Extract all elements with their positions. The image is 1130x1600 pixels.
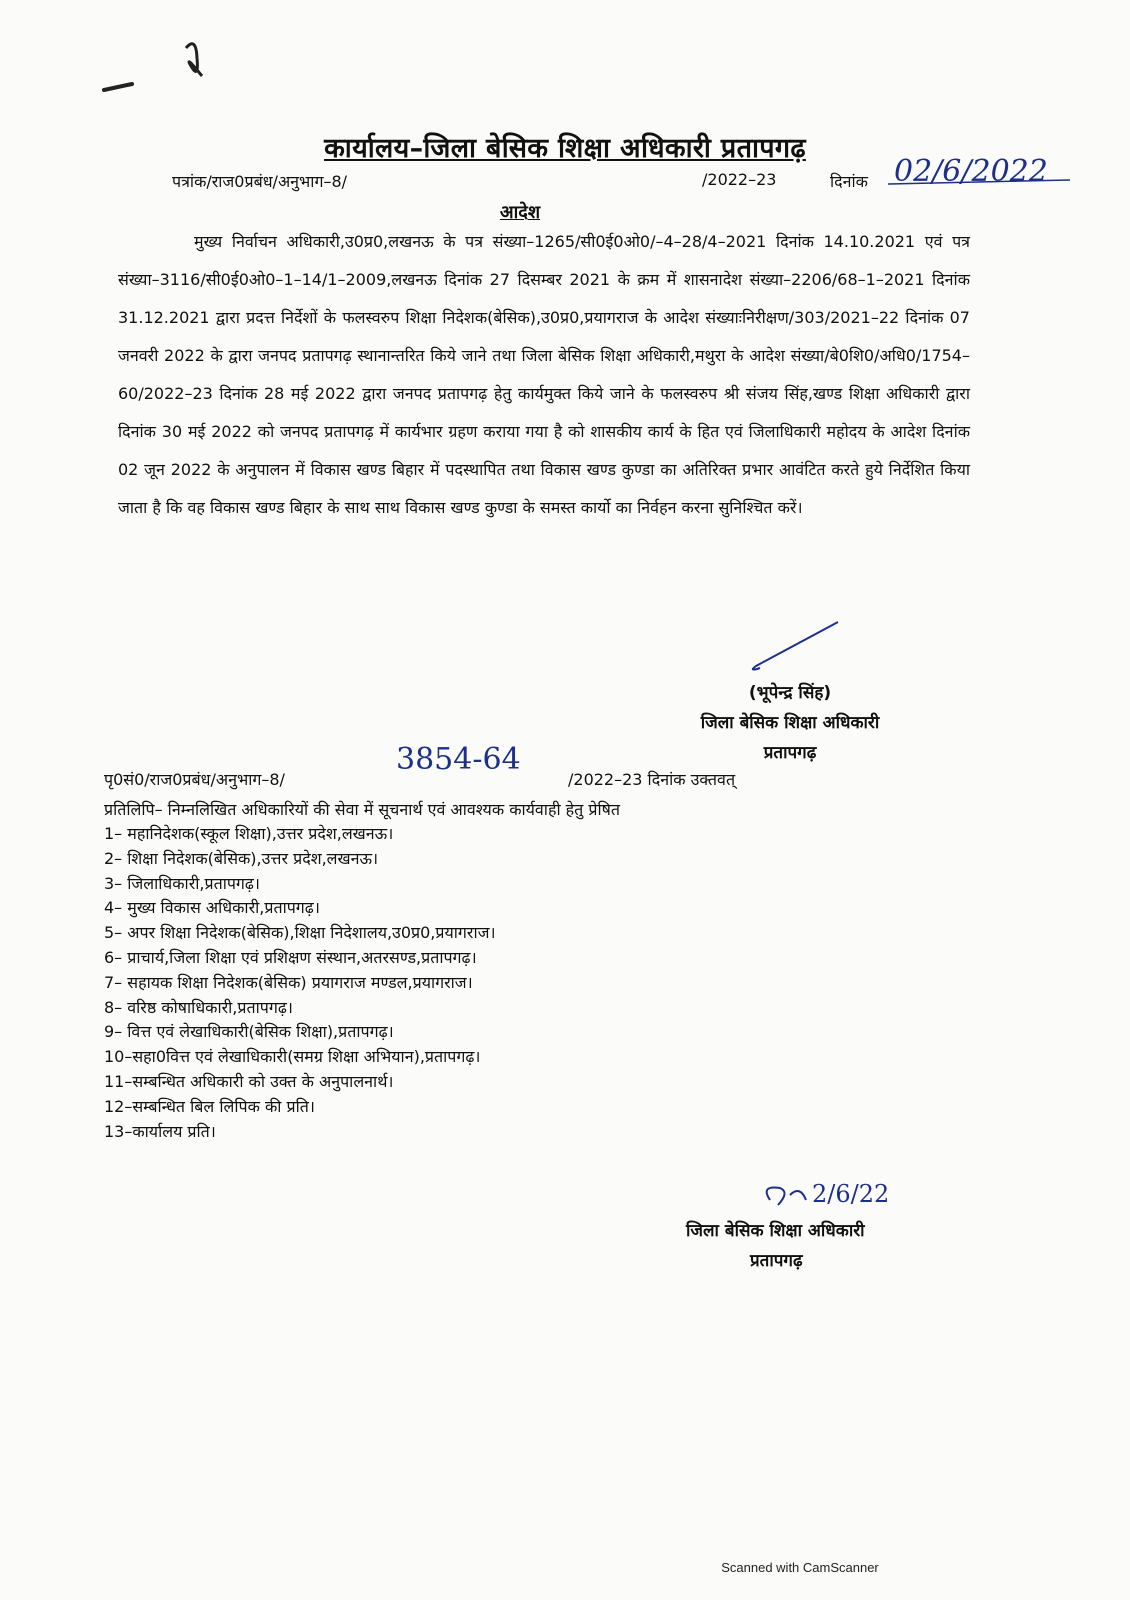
list-item: 9– वित्त एवं लेखाधिकारी(बेसिक शिक्षा),प्रतापगढ़। [104,1022,394,1042]
footer-initial-scribble [767,1188,806,1206]
corner-scribble [186,44,202,76]
dash-mark [104,84,132,90]
list-item: 11–सम्बन्धित अधिकारी को उक्त के अनुपालनार्थ। [104,1071,394,1091]
order-heading: आदेश [499,202,541,223]
copy-intro: प्रतिलिपि– निम्नलिखित अधिकारियों की सेवा में सूचनार्थ एवं आवश्यक कार्यवाही हेतु प्रेषित [104,800,620,819]
list-item: 12–सम्बन्धित बिल लिपिक की प्रति। [104,1096,315,1116]
list-item: 5– अपर शिक्षा निदेशक(बेसिक),शिक्षा निदेशालय,उ0प्र0,प्रयागराज। [104,923,496,943]
signatory-name: (भूपेन्द्र सिंह) [748,683,832,703]
list-item: 1– महानिदेशक(स्कूल शिक्षा),उत्तर प्रदेश,लखनऊ। [104,824,394,843]
footer-handwritten-date: 2/6/22 [812,1180,890,1208]
office-title: कार्यालय–जिला बेसिक शिक्षा अधिकारी प्रतापगढ़ [324,133,806,164]
handwritten-date: 02/6/2022 [894,154,1048,189]
handwritten-dispatch-number: 3854-64 [396,742,521,777]
footer-place: प्रतापगढ़ [750,1251,803,1271]
order-body: मुख्य निर्वाचन अधिकारी,उ0प्र0,लखनऊ के पत्र संख्या–1265/सी0ई0ओ0/–4–28/4–2021 दिनांक 14.10.2021 एवं पत्र संख्या–3116/सी0ई0ओ0–1–14/1–2009,लखनऊ दिनांक 27 दिसम्बर 2021 के क्रम में शासनादेश संख्या–2206/68–1–2021 दिनांक 31.12.2021 द्वारा प्रदत्त निर्देशों के फलस्वरुप शिक्षा निदेशक(बेसिक),उ0प्र0,प्रयागराज के आदेश संख्याःनिरीक्षण/303/2021–22 दिनांक 07 जनवरी 2022 के द्वारा जनपद प्रतापगढ़ स्थानान्तरित किये जाने तथा जिला बेसिक शिक्षा अधिकारी,मथुरा के आदेश संख्या/बे0शि0/अधि0/1754–60/2022–23 दिनांक 28 मई 2022 द्वारा जनपद प्रतापगढ़ हेतु कार्यमुक्त किये जाने के फलस्वरुप श्री संजय सिंह,खण्ड शिक्षा अधिकारी द्वारा दिनांक 30 मई 2022 को जनपद प्रतापगढ़ में कार्यभार ग्रहण कराया गया है को शासकीय कार्य के हित एवं जिलाधिकारी महोदय के आदेश दिनांक 02 जून 2022 के अनुपालन में विकास खण्ड बिहार में पदस्थापित तथा विकास खण्ड कुण्डा का अतिरिक्त प्रभार आवंटित करते हुये निर्देशित किया जाता है कि वह विकास खण्ड बिहार के साथ साथ विकास खण्ड कुण्डा के समस्त कार्यो का निर्वहन करना सुनिश्चित करें। [118,232,970,517]
list-item: 2– शिक्षा निदेशक(बेसिक),उत्तर प्रदेश,लखनऊ। [104,848,379,868]
list-item: 13–कार्यालय प्रति। [104,1121,216,1141]
list-item: 4– मुख्य विकास अधिकारी,प्रतापगढ़। [104,898,320,918]
letter-session: /2022–23 [702,170,777,189]
copy-session-date: /2022–23 दिनांक उक्तवत् [568,770,736,789]
copy-letter-number: पृ0सं0/राज0प्रबंध/अनुभाग–8/ [104,770,285,789]
list-item: 3– जिलाधिकारी,प्रतापगढ़। [104,873,260,893]
date-label: दिनांक [830,172,868,191]
signature-stroke [753,622,838,670]
signatory-place: प्रतापगढ़ [763,743,817,763]
list-item: 8– वरिष्ठ कोषाधिकारी,प्रतापगढ़। [104,997,293,1017]
scanner-watermark: Scanned with CamScanner [721,1560,879,1575]
list-item: 6– प्राचार्य,जिला शिक्षा एवं प्रशिक्षण संस्थान,अतरसण्ड,प्रतापगढ़। [104,947,477,967]
signatory-designation: जिला बेसिक शिक्षा अधिकारी [700,713,880,733]
list-item: 7– सहायक शिक्षा निदेशक(बेसिक) प्रयागराज मण्डल,प्रयागराज। [104,972,473,992]
recipient-list [104,822,496,1144]
footer-designation: जिला बेसिक शिक्षा अधिकारी [686,1221,865,1241]
list-item: 10–सहा0वित्त एवं लेखाधिकारी(समग्र शिक्षा अभियान),प्रतापगढ़। [104,1047,481,1067]
letter-number: पत्रांक/राज0प्रबंध/अनुभाग–8/ [172,172,348,191]
